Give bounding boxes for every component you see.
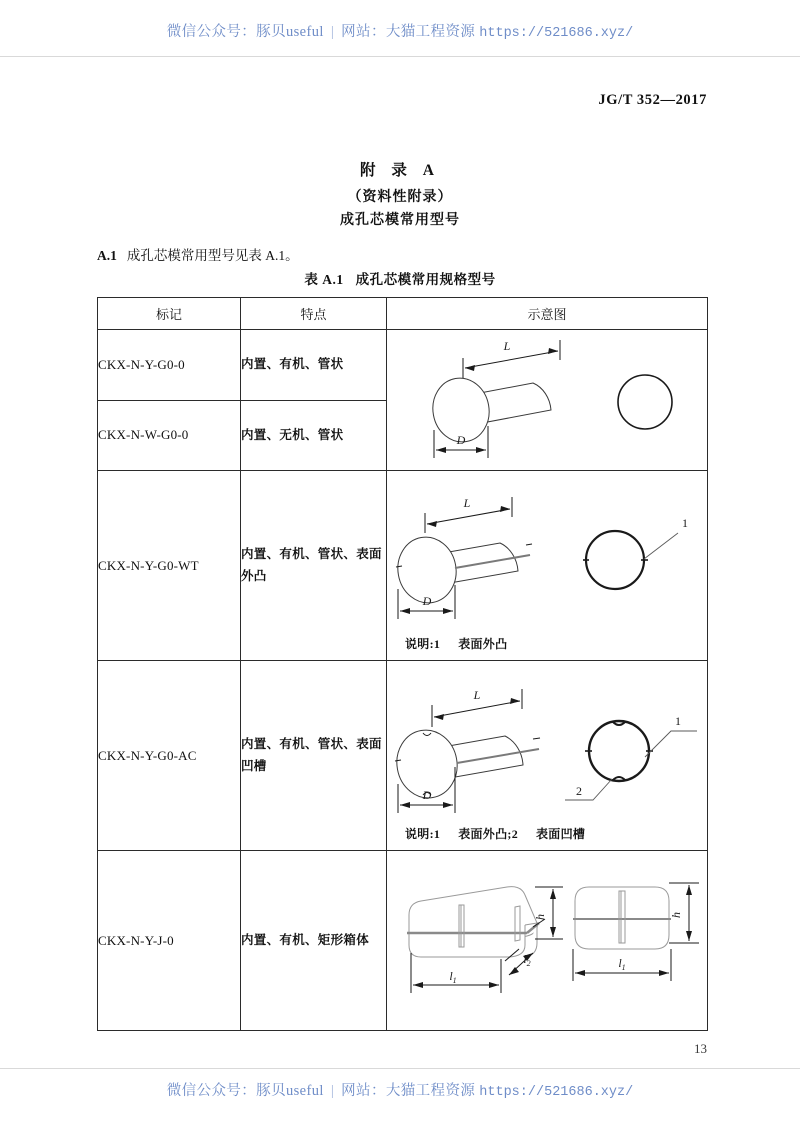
dimension-label-D: D xyxy=(456,433,466,447)
watermark-separator: | xyxy=(330,24,335,40)
standard-number: JG/T 352—2017 xyxy=(598,92,707,108)
dimension-label-L: L xyxy=(463,495,471,510)
table-row xyxy=(98,471,708,661)
dimension-label-L: L xyxy=(473,687,481,702)
cell-feature: 内置、有机、矩形箱体 xyxy=(241,851,387,1031)
cell-figure-cylinder-plain xyxy=(387,330,708,471)
cell-mark: CKX-N-Y-J-0 xyxy=(98,851,241,1031)
watermark-wechat: 微信公众号：豚贝useful xyxy=(166,24,324,40)
page-number: 13 xyxy=(694,1041,707,1056)
table-row xyxy=(98,851,708,1031)
callout-1: 1 xyxy=(675,713,681,728)
watermark-top xyxy=(0,20,800,41)
annex-subtitle: （资料性附录） xyxy=(347,190,453,205)
cell-feature: 内置、有机、管状 xyxy=(241,330,387,401)
annex-name: 成孔芯模常用型号 xyxy=(340,213,460,228)
column-header-mark: 标记 xyxy=(98,298,241,330)
watermark-separator: | xyxy=(330,1083,335,1099)
cell-feature: 内置、无机、管状 xyxy=(241,400,387,471)
figure-legend xyxy=(405,635,507,652)
legend-item-2: 表面凹槽 xyxy=(536,827,586,841)
watermark-url: https://521686.xyz/ xyxy=(479,1085,634,1100)
legend-prefix: 说明:1 xyxy=(405,637,441,651)
table-caption-number: 表 A.1 xyxy=(304,272,344,287)
cylinder-plain-svg xyxy=(387,330,708,470)
cell-mark: CKX-N-Y-G0-AC xyxy=(98,661,241,851)
cross-section-circle xyxy=(618,375,672,429)
callout-2: 2 xyxy=(576,783,582,798)
cylinder-ribbed-svg xyxy=(387,491,708,641)
header-divider xyxy=(0,56,800,57)
figure-rect-box xyxy=(387,853,708,1029)
dimension-label-l1-front: $l_1$ xyxy=(618,955,626,972)
figure-cylinder-grooved xyxy=(387,681,708,831)
dimension-label-h-front: h xyxy=(669,911,683,918)
cell-mark: CKX-N-W-G0-0 xyxy=(98,400,241,471)
dimension-label-h: h xyxy=(533,913,547,920)
legend-item-1: 表面外凸;2 xyxy=(458,827,518,841)
table-caption-text: 成孔芯模常用规格型号 xyxy=(355,272,496,287)
cell-mark: CKX-N-Y-G0-WT xyxy=(98,471,241,661)
rect-box-svg xyxy=(387,853,708,1029)
cell-feature: 内置、有机、管状、表面凹槽 xyxy=(241,661,387,851)
table-row xyxy=(98,330,708,401)
figure-cylinder-ribbed xyxy=(387,491,708,641)
dimension-label-l2: $l_2$ xyxy=(523,951,531,968)
clause-text: 成孔芯模常用型号见表 A.1。 xyxy=(126,248,299,263)
clause-a1 xyxy=(97,244,299,264)
column-header-feature: 特点 xyxy=(241,298,387,330)
watermark-url: https://521686.xyz/ xyxy=(479,26,634,41)
cell-figure-cylinder-ribbed xyxy=(387,471,708,661)
cross-section-grooved xyxy=(565,721,697,800)
spec-table xyxy=(97,297,708,1031)
legend-item-1: 表面外凸 xyxy=(458,637,508,651)
watermark-site: 网站：大猫工程资源 xyxy=(341,24,476,40)
callout-1: 1 xyxy=(682,515,688,530)
table-row xyxy=(98,661,708,851)
cell-feature: 内置、有机、管状、表面外凸 xyxy=(241,471,387,661)
watermark-wechat: 微信公众号：豚贝useful xyxy=(166,1083,324,1099)
watermark-bottom xyxy=(0,1079,800,1100)
annex-title: 附 录 A xyxy=(360,162,440,179)
table-header-row xyxy=(98,298,708,330)
cell-mark: CKX-N-Y-G0-0 xyxy=(98,330,241,401)
dimension-label-L: L xyxy=(503,339,511,353)
dimension-label-D: D xyxy=(422,787,432,802)
footer-divider xyxy=(0,1068,800,1069)
cell-figure-rect-box xyxy=(387,851,708,1031)
dimension-label-D: D xyxy=(422,593,432,608)
figure-legend xyxy=(405,825,585,842)
watermark-site: 网站：大猫工程资源 xyxy=(341,1083,476,1099)
column-header-figure: 示意图 xyxy=(387,298,708,330)
dimension-label-l1: $l_1$ xyxy=(449,968,457,985)
cylinder-grooved-svg xyxy=(387,681,708,831)
figure-cylinder-plain xyxy=(387,330,708,470)
legend-prefix: 说明:1 xyxy=(405,827,441,841)
table-caption xyxy=(0,268,800,288)
cross-section-ribbed xyxy=(583,531,678,589)
clause-number: A.1 xyxy=(97,248,117,263)
cell-figure-cylinder-grooved xyxy=(387,661,708,851)
